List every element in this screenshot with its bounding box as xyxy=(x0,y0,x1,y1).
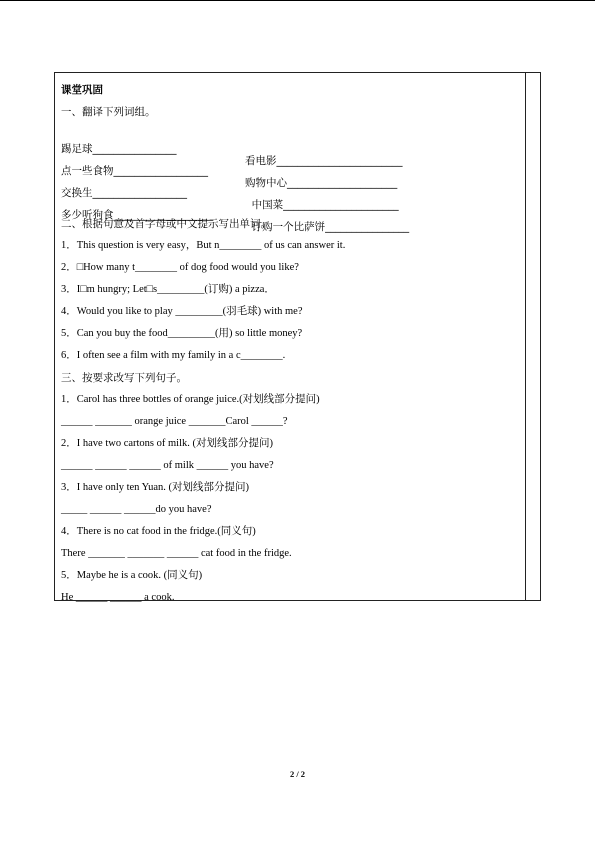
section1-heading: 一、翻译下列词组。 xyxy=(61,106,156,118)
phrase-row xyxy=(61,151,521,189)
rewrite-question: 2．I have two cartons of milk. (对划线部分提问) xyxy=(61,438,274,449)
section2-heading: 二、根据句意及首字母或中文提示写出单词。 xyxy=(61,218,271,230)
rewrite-answer: ______ ______ ______ of milk ______ you have? xyxy=(61,460,274,471)
fill-in-item: 5．Can you buy the food_________(用) so little money? xyxy=(61,328,303,339)
phrase-right: 看电影________________________ xyxy=(245,155,403,167)
rewrite-question: 3．I have only ten Yuan. (对划线部分提问) xyxy=(61,482,249,493)
rewrite-answer: ______ _______ orange juice _______Carol ______? xyxy=(61,416,288,427)
table-divider xyxy=(525,73,526,600)
rewrite-question: 5．Maybe he is a cook. (同义句) xyxy=(61,570,203,581)
page-number: 2 / 2 xyxy=(289,769,306,779)
phrase-left: 多少听狗食___________________ xyxy=(61,209,214,221)
phrase-right: 购物中心_____________________ xyxy=(245,177,398,189)
rewrite-question: 1．Carol has three bottles of orange juice.(对划线部分提问) xyxy=(61,394,320,405)
rewrite-answer: _____ ______ ______do you have? xyxy=(61,504,212,515)
top-rule xyxy=(0,0,595,1)
fill-in-item: 3．I□m hungry; Let□s_________(订购) a pizza． xyxy=(61,284,275,295)
fill-in-item: 1．This question is very easy，But n________ of us can answer it. xyxy=(61,240,346,251)
phrase-left: 踢足球________________ xyxy=(61,143,177,155)
phrase-left: 交换生__________________ xyxy=(61,187,187,199)
phrase-left: 点一些食物__________________ xyxy=(61,165,208,177)
rewrite-question: 4．There is no cat food in the fridge.(同义句) xyxy=(61,526,256,537)
section-title: 课堂巩固 xyxy=(61,84,103,96)
exercise-table xyxy=(54,72,541,601)
phrase-row xyxy=(61,129,521,167)
phrase-right: 中国菜______________________ xyxy=(245,199,399,211)
phrase-row xyxy=(61,173,521,211)
fill-in-item: 4．Would you like to play _________(羽毛球) with me? xyxy=(61,306,303,317)
fill-in-item: 2．□How many t________ of dog food would you like? xyxy=(61,262,299,273)
section3-heading: 三、按要求改写下列句子。 xyxy=(61,372,187,384)
fill-in-item: 6．I often see a film with my family in a c________. xyxy=(61,350,286,361)
rewrite-answer: He ______ ______ a cook. xyxy=(61,592,175,603)
phrase-right: 订购一个比萨饼________________ xyxy=(245,221,410,233)
rewrite-answer: There _______ _______ ______ cat food in the fridge. xyxy=(61,548,292,559)
